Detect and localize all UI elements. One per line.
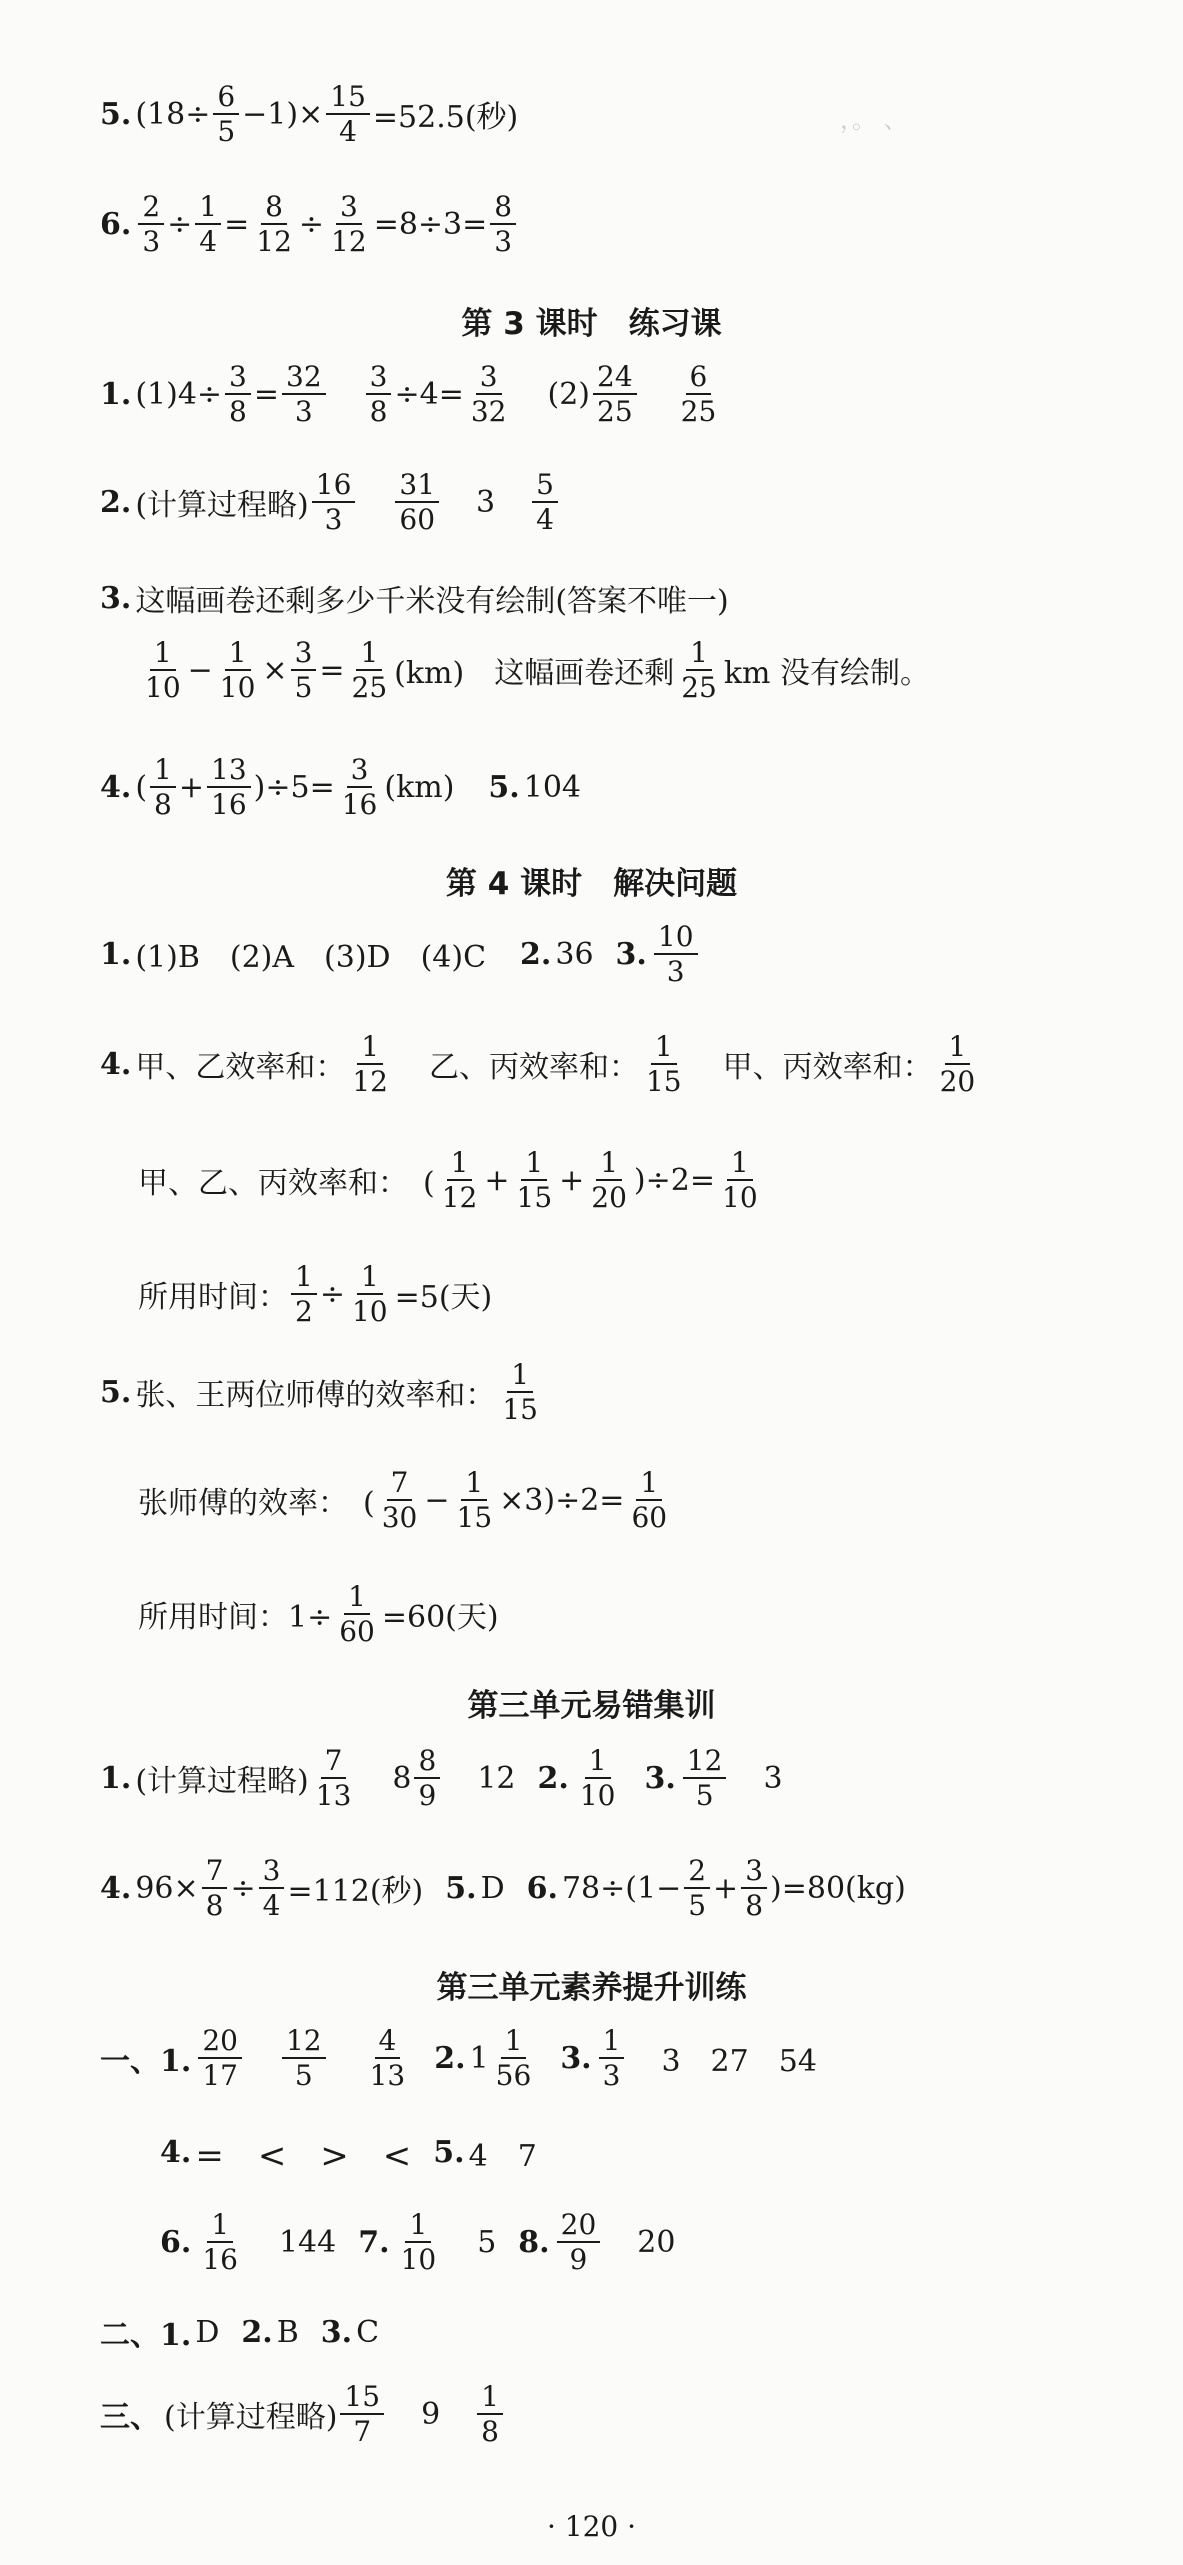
denominator: 10 [145, 671, 181, 705]
s3-line-4: 4. ( $\frac{1}{8}$ + $\frac{13}{16}$ )÷5= $\frac{3}{16}$ (km) 5. 104 [100, 753, 582, 822]
numerator: 1 [405, 2210, 431, 2243]
fraction [338, 755, 382, 820]
s6-line-2: 4. = < > < 5. 4 7 [160, 2135, 537, 2176]
denominator: 8 [745, 1889, 764, 1923]
fraction [513, 1148, 557, 1213]
numerator: 6 [213, 82, 239, 115]
s6-line-3: 6. $\frac{1}{16}$ 144 7. $\frac{1}{10}$ 5 8. $\frac{20}{9}$ 20 [160, 2208, 676, 2277]
fraction [718, 1148, 762, 1213]
numerator: 1 [727, 1148, 753, 1181]
fraction [654, 922, 698, 987]
numerator: 12 [683, 1746, 727, 1779]
denominator: 12 [331, 225, 367, 259]
denominator: 15 [456, 1501, 493, 1535]
numerator: 3 [476, 362, 502, 395]
fraction [312, 1746, 356, 1811]
fraction [683, 1746, 727, 1811]
denominator: 30 [381, 1501, 418, 1535]
numerator: 2 [138, 192, 164, 225]
fraction [677, 362, 721, 427]
numerator: 1 [356, 638, 382, 671]
fraction [642, 1032, 686, 1097]
s4-line-1: 1. (1)B (2)A (3)D (4)C 2. 36 3. $\frac{10}{3}$ [100, 922, 701, 987]
fraction [490, 192, 516, 257]
fraction [327, 192, 371, 257]
s3-line-1: 1. (1)4÷ $\frac{3}{8}$ = $\frac{32}{3}$ $\frac{3}{8}$ ÷4= $\frac{3}{32}$ (2) $\frac{24}{25}$ $\frac{6}{25}$ [100, 362, 723, 427]
fraction [627, 1468, 671, 1533]
numerator: 1 [501, 2026, 527, 2059]
fraction [593, 362, 637, 427]
denominator: 12 [352, 1065, 388, 1099]
denominator: 16 [211, 788, 247, 822]
numerator: 3 [347, 755, 373, 788]
fraction [438, 1148, 482, 1213]
denominator: 8 [481, 2415, 499, 2449]
denominator: 12 [256, 225, 292, 259]
denominator: 13 [315, 1779, 352, 1813]
numerator: 7 [321, 1746, 347, 1779]
numerator: 8 [414, 1746, 440, 1779]
fraction [335, 1582, 379, 1647]
numerator: 1 [585, 1746, 611, 1779]
numerator: 3 [366, 362, 392, 395]
numerator: 3 [291, 638, 317, 671]
fraction [259, 1856, 285, 1921]
numerator: 1 [195, 192, 221, 225]
denominator: 15 [516, 1181, 553, 1215]
numerator: 32 [282, 362, 326, 395]
numerator: 1 [447, 1148, 473, 1181]
fraction [348, 1262, 392, 1327]
numerator: 1 [225, 638, 251, 671]
denominator: 9 [569, 2243, 588, 2277]
numerator: 3 [259, 1856, 285, 1889]
numerator: 1 [461, 1468, 487, 1501]
s4-line-4b: 甲、乙、丙效率和： ( $\frac{1}{12}$ + $\frac{1}{15}$ + $\frac{1}{20}$ )÷2= $\frac{1}{10}$ [138, 1148, 765, 1213]
fraction [326, 82, 370, 147]
section-title-literacy-training: 第三单元素养提升训练 [436, 1970, 747, 2006]
denominator: 8 [205, 1889, 224, 1923]
s6-line-1: 一、1. $\frac{20}{17}$ $\frac{12}{5}$ $\frac{4}{13}$ 2. 1 $\frac{1}{56}$ 3. $\frac{1}{3}$ 3 27 54 [100, 2024, 817, 2093]
fraction [252, 192, 296, 257]
s3-line-3: 3. 这幅画卷还剩多少千米没有绘制(答案不唯一) [100, 580, 729, 619]
numerator: 1 [150, 755, 176, 788]
numerator: 1 [599, 2026, 625, 2059]
answer-line-5: 5. (18÷ $\frac{6}{5}$ −1)× $\frac{15}{4}$ =52.5(秒) [100, 80, 519, 149]
denominator: 3 [324, 503, 343, 537]
fraction [477, 2382, 503, 2447]
denominator: 3 [666, 955, 685, 989]
denominator: 4 [536, 503, 554, 537]
fraction [936, 1032, 980, 1097]
denominator: 60 [631, 1501, 668, 1535]
mixed-number: 8 $\frac{8}{9}$ [392, 1746, 443, 1811]
fraction [576, 1746, 620, 1811]
denominator: 10 [579, 1779, 616, 1813]
numerator: 3 [225, 362, 251, 395]
denominator: 10 [219, 671, 256, 705]
fraction [138, 192, 164, 257]
page-number: · 120 · [546, 2510, 637, 2543]
fraction [366, 362, 392, 427]
denominator: 5 [294, 2059, 313, 2093]
section-title-lesson-3: 第 3 课时 练习课 [461, 306, 722, 342]
fraction [198, 2026, 242, 2091]
fraction [282, 362, 326, 427]
numerator: 8 [490, 192, 516, 225]
s3-line-2: 2. (计算过程略) $\frac{16}{3}$ $\frac{31}{60}$ 3 $\frac{5}{4}$ [100, 470, 561, 535]
numerator: 13 [207, 755, 251, 788]
s5-line-1: 1. (计算过程略) $\frac{7}{13}$ 8 $\frac{8}{9}$ 12 2. $\frac{1}{10}$ 3. $\frac{12}{5}$ 3 [100, 1744, 783, 1813]
numerator: 1 [651, 1032, 677, 1065]
s5-line-4: 4. 96× $\frac{7}{8}$ ÷ $\frac{3}{4}$ =112(秒) 5. D 6. 78÷(1− $\frac{2}{5}$ + $\frac{3}{8}$ )=80(kg) [100, 1854, 906, 1923]
numerator: 1 [945, 1032, 971, 1065]
fraction [684, 1856, 710, 1921]
bleed-through-text: ，。 、 [840, 106, 908, 134]
denominator: 15 [645, 1065, 682, 1099]
denominator: 4 [262, 1889, 281, 1923]
fraction [291, 1262, 317, 1327]
fraction [599, 2026, 625, 2091]
fraction [557, 2210, 601, 2275]
numerator: 1 [686, 638, 712, 671]
numerator: 24 [593, 362, 637, 395]
numerator: 3 [741, 1856, 767, 1889]
denominator: 25 [597, 395, 633, 429]
fraction [225, 362, 251, 427]
fraction [198, 2210, 242, 2275]
numerator: 1 [596, 1148, 622, 1181]
fraction [587, 1148, 631, 1213]
s4-line-5c: 所用时间：1÷ $\frac{1}{60}$ =60(天) [138, 1580, 499, 1649]
denominator: 2 [295, 1295, 313, 1329]
fraction [677, 638, 721, 703]
denominator: 3 [494, 225, 513, 259]
numerator: 1 [477, 2382, 503, 2415]
fraction [282, 2026, 326, 2091]
denominator: 32 [470, 395, 507, 429]
numerator: 6 [686, 362, 712, 395]
denominator: 16 [202, 2243, 238, 2277]
denominator: 5 [217, 115, 236, 149]
fraction [453, 1468, 497, 1533]
numerator: 16 [312, 470, 356, 503]
denominator: 5 [294, 671, 313, 705]
numerator: 1 [291, 1262, 317, 1295]
denominator: 3 [142, 225, 161, 259]
fraction [141, 638, 185, 703]
denominator: 8 [229, 395, 247, 429]
numerator: 1 [357, 1032, 383, 1065]
fraction [150, 755, 176, 820]
denominator: 3 [602, 2059, 621, 2093]
numerator: 20 [557, 2210, 601, 2243]
section-title-lesson-4: 第 4 课时 解决问题 [445, 866, 738, 902]
fraction [207, 755, 251, 820]
numerator: 1 [357, 1262, 383, 1295]
numerator: 15 [340, 2382, 384, 2415]
numerator: 1 [150, 638, 176, 671]
denominator: 10 [400, 2243, 437, 2277]
mixed-number: 1 $\frac{1}{56}$ [470, 2026, 539, 2091]
numerator: 7 [387, 1468, 413, 1501]
fraction [348, 1032, 392, 1097]
numerator: 10 [654, 922, 698, 955]
denominator: 4 [199, 225, 218, 259]
fraction [291, 638, 317, 703]
denominator: 20 [591, 1181, 627, 1215]
numerator: 1 [507, 1360, 533, 1393]
fraction [366, 2026, 410, 2091]
denominator: 25 [681, 671, 717, 705]
denominator: 5 [695, 1779, 714, 1813]
fraction [498, 1360, 542, 1425]
section-title-error-training: 第三单元易错集训 [467, 1688, 716, 1724]
denominator: 10 [351, 1295, 388, 1329]
fraction [467, 362, 511, 427]
denominator: 17 [202, 2059, 238, 2093]
fraction [312, 470, 356, 535]
numerator: 1 [207, 2210, 233, 2243]
numerator: 7 [202, 1856, 228, 1889]
fraction [741, 1856, 767, 1921]
numerator: 8 [261, 192, 287, 225]
fraction [340, 2382, 384, 2447]
numerator: 3 [336, 192, 362, 225]
numerator: 20 [198, 2026, 242, 2059]
numerator: 12 [282, 2026, 326, 2059]
s4-line-4: 4. 甲、乙效率和： $\frac{1}{12}$ 乙、丙效率和： $\frac{1}{15}$ 甲、丙效率和： $\frac{1}{20}$ [100, 1032, 982, 1097]
numerator: 2 [684, 1856, 710, 1889]
denominator: 15 [502, 1393, 538, 1427]
denominator: 8 [369, 395, 388, 429]
numerator: 1 [521, 1148, 547, 1181]
denominator: 25 [351, 671, 388, 705]
denominator: 7 [353, 2415, 372, 2449]
numerator: 5 [532, 470, 558, 503]
denominator: 5 [688, 1889, 707, 1923]
fraction [397, 2210, 441, 2275]
numerator: 1 [344, 1582, 370, 1615]
numerator: 4 [375, 2026, 401, 2059]
denominator: 4 [339, 115, 357, 149]
fraction [216, 638, 260, 703]
fraction [378, 1468, 422, 1533]
denominator: 60 [339, 1615, 375, 1649]
s6-line-5: 三、 (计算过程略) $\frac{15}{7}$ 9 $\frac{1}{8}$ [100, 2382, 506, 2447]
denominator: 60 [399, 503, 436, 537]
s6-line-4: 二、1. D 2. B 3. C [100, 2314, 380, 2353]
denominator: 13 [369, 2059, 406, 2093]
denominator: 56 [495, 2059, 532, 2093]
denominator: 16 [341, 788, 378, 822]
s3-line-3b: $\frac{1}{10}$ − $\frac{1}{10}$ × $\frac{3}{5}$ = $\frac{1}{25}$ (km) 这幅画卷还剩 $\frac{1}{25}$ km 没有绘制。 [138, 638, 930, 703]
numerator: 15 [326, 82, 370, 115]
answer-line-6: 6. $\frac{2}{3}$ ÷ $\frac{1}{4}$ = $\frac{8}{12}$ ÷ $\frac{3}{12}$ =8÷3= $\frac{8}{3}$ [100, 192, 519, 257]
fraction [213, 82, 239, 147]
denominator: 25 [680, 395, 717, 429]
denominator: 8 [154, 788, 172, 822]
denominator: 9 [418, 1779, 437, 1813]
denominator: 20 [939, 1065, 976, 1099]
numerator: 1 [636, 1468, 662, 1501]
denominator: 10 [722, 1181, 758, 1215]
fraction [395, 470, 439, 535]
numerator: 31 [395, 470, 439, 503]
fraction [202, 1856, 228, 1921]
fraction [348, 638, 392, 703]
denominator: 12 [441, 1181, 478, 1215]
s4-line-5b: 张师傅的效率： ( $\frac{7}{30}$ − $\frac{1}{15}$ ×3)÷2= $\frac{1}{60}$ [138, 1468, 674, 1533]
denominator: 3 [294, 395, 313, 429]
fraction [532, 470, 558, 535]
s4-line-5: 5. 张、王两位师傅的效率和： $\frac{1}{15}$ [100, 1360, 545, 1425]
fraction [195, 192, 221, 257]
s4-line-4c: 所用时间： $\frac{1}{2}$ ÷ $\frac{1}{10}$ =5(天) [138, 1260, 493, 1329]
